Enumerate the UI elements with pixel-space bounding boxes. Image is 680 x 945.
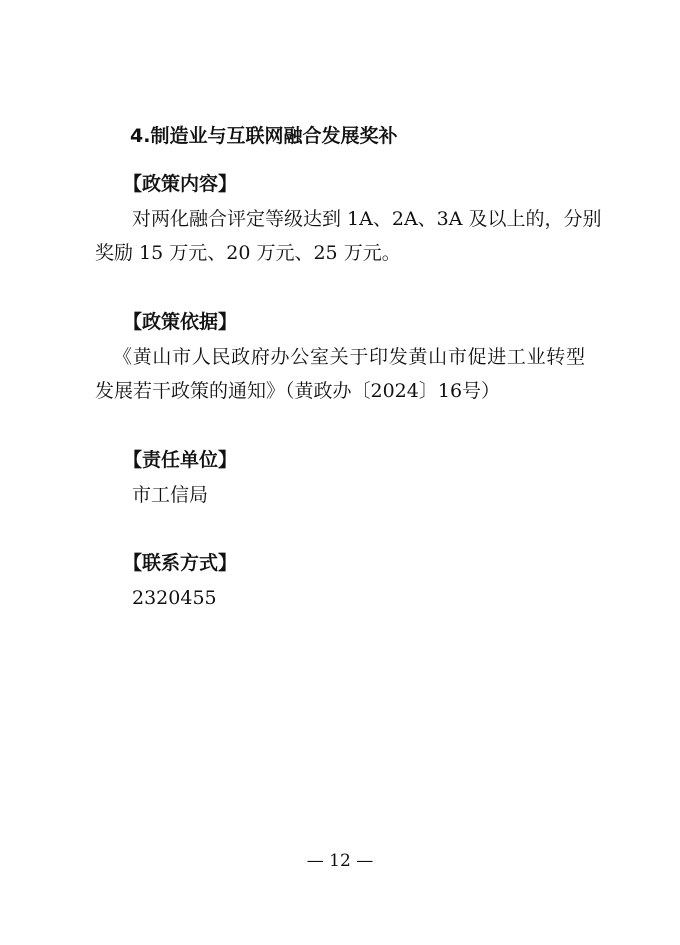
policy-content-heading: 【政策内容】 xyxy=(123,173,238,195)
policy-content-line: 奖励 15 万元、20 万元、25 万元。 xyxy=(95,242,401,264)
policy-basis-line: 《黄山市人民政府办公室关于印发黄山市促进工业转型 xyxy=(113,346,585,368)
policy-basis-line: 发展若干政策的通知》（黄政办〔2024〕16号） xyxy=(95,380,501,402)
responsible-unit-value: 市工信局 xyxy=(132,484,209,506)
contact-value: 2320455 xyxy=(132,587,217,609)
policy-basis-heading: 【政策依据】 xyxy=(123,311,238,333)
contact-heading: 【联系方式】 xyxy=(123,552,238,574)
section-title: 4.制造业与互联网融合发展奖补 xyxy=(130,125,398,147)
policy-content-line: 对两化融合评定等级达到 1A、2A、3A 及以上的，分别 xyxy=(132,208,602,230)
responsible-unit-heading: 【责任单位】 xyxy=(123,449,238,471)
page-number: — 12 — xyxy=(306,851,374,871)
